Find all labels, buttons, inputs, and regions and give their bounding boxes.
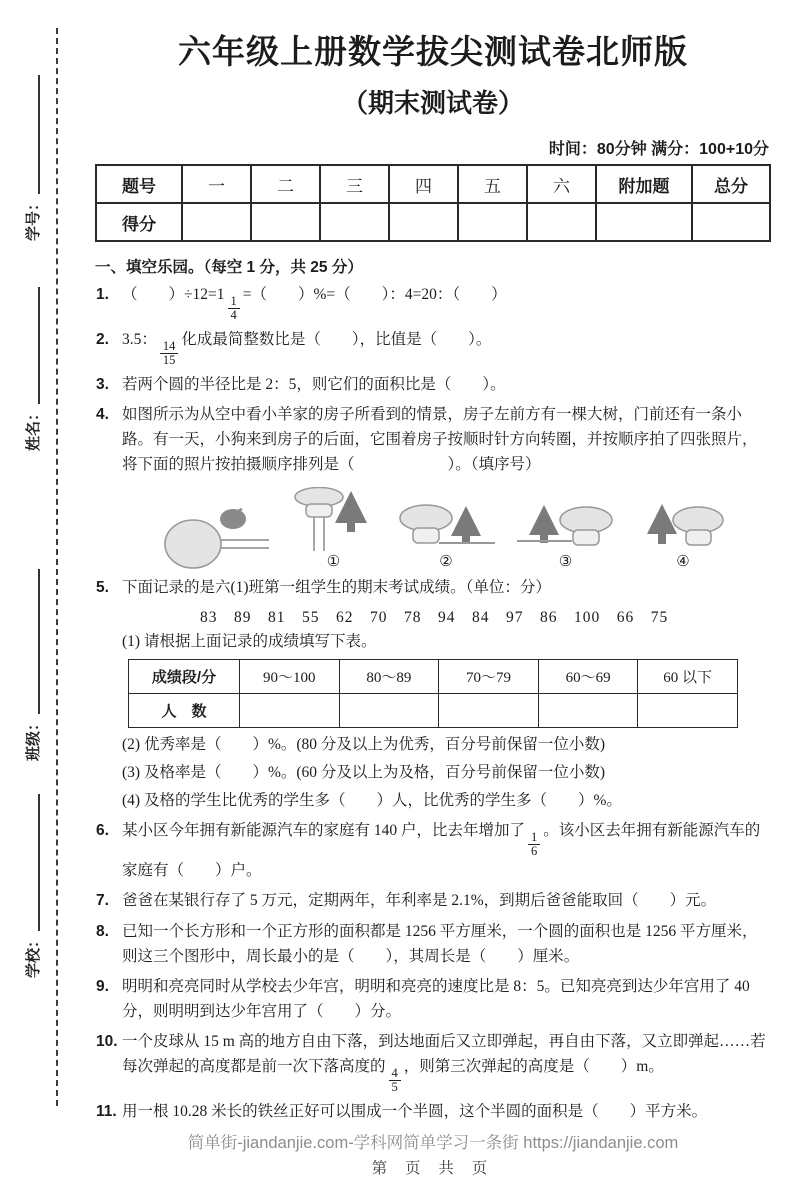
question-text: 如图所示为从空中看小羊家的房子所看到的情景，房子左前方有一棵大树，门前还有一条小路。有一天，小狗来到房子的后面，它围着房子按顺时针方向转圈，并按顺序拍了四张照片，将下面的照片按拍摄顺序排列是（ ）。（填序号）: [122, 405, 758, 474]
question-number: 5.: [96, 579, 109, 597]
stat-header-cell: 成绩段/分: [129, 660, 240, 694]
question-5-sub-2: (2) 优秀率是（ ）%。(80 分及以上为优秀，百分号前保留一位小数): [122, 736, 606, 754]
student-id-line: [38, 75, 40, 194]
question-7: [95, 888, 771, 913]
tree-icon: [529, 505, 559, 535]
student-id-label: 学号：: [25, 195, 42, 241]
house-cap-icon: [400, 505, 452, 531]
house-body-icon: [686, 530, 711, 545]
watermark-text: 简单街-jiandanjie.com-学科网简单学习一条街 https://jiandanjie.com: [187, 1134, 679, 1153]
photo-3-figure: [516, 501, 616, 570]
question-text: 已知一个长方形和一个正方形的面积都是 1256 平方厘米，一个圆的面积也是 1256 平方厘米，则这三个图形中，周长最小的是（ ），其周长是（ ）厘米。: [122, 922, 758, 965]
photo-3-icon: [516, 501, 616, 553]
photo-2-icon: [396, 501, 496, 553]
score-header-cell: 四: [389, 165, 458, 203]
score-blank-cell: [182, 203, 251, 241]
statistics-table: [128, 659, 738, 728]
question-text: 3.5：: [122, 330, 157, 348]
stat-blank-cell: [439, 694, 539, 728]
question-number: 3.: [96, 375, 109, 393]
question-text: 若两个圆的半径比是 2：5，则它们的面积比是（ ）。: [122, 375, 506, 393]
cut-line: [56, 28, 58, 1106]
question-5-sub-3: (3) 及格率是（ ）%。(60 分及以上为及格，百分号前保留一位小数): [122, 763, 606, 781]
house-body-icon: [573, 530, 599, 545]
score-blank-cell: [527, 203, 596, 241]
question-number: 9.: [96, 977, 109, 995]
stat-row-label: 人 数: [129, 694, 240, 728]
house-body-icon: [413, 528, 439, 543]
student-name-label: 姓名：: [25, 405, 42, 451]
test-paper: [95, 18, 771, 1178]
house-cap-icon: [673, 507, 723, 533]
question-number: 10.: [96, 1033, 118, 1051]
score-blank-cell: [389, 203, 458, 241]
student-name-field: [21, 287, 43, 451]
score-blank-cell: [596, 203, 692, 241]
question-9: [95, 974, 771, 1024]
stat-value-row: [129, 694, 738, 728]
fraction: $\frac{1}{6}$: [528, 831, 540, 858]
school-field: [21, 794, 43, 978]
photo-label: ④: [676, 554, 690, 571]
score-header-cell: 六: [527, 165, 596, 203]
question-text: ，则第三次弹起的高度是（ ）m。: [403, 1058, 664, 1076]
class-line: [38, 569, 40, 714]
class-field: [21, 569, 43, 761]
school-label: 学校：: [25, 932, 42, 978]
question-5-sub-1: (1) 请根据上面记录的成绩填写下表。: [122, 633, 377, 651]
question-10: [95, 1029, 771, 1094]
question-4-figures: [95, 482, 771, 570]
question-1: [95, 282, 771, 322]
question-number: 7.: [96, 892, 109, 910]
score-blank-cell: [692, 203, 770, 241]
question-text: 化成最简整数比是（ ），比值是（ ）。: [181, 330, 492, 348]
question-number: 11.: [96, 1103, 117, 1120]
question-number: 1.: [96, 286, 109, 303]
class-label: 班级：: [25, 715, 42, 761]
photo-1-icon: [291, 487, 377, 553]
aerial-view-icon: [153, 506, 271, 570]
aerial-view-figure: [153, 506, 271, 570]
page-subtitle: （期末测试卷）: [341, 88, 524, 118]
question-5-sub-4: (4) 及格的学生比优秀的学生多（ ）人，比优秀的学生多（ ）%。: [122, 791, 622, 809]
stat-blank-cell: [339, 694, 439, 728]
score-table-header-row: [96, 165, 770, 203]
question-text: =（ ）%=（ ）：4=20：（ ）: [242, 286, 507, 303]
score-header-cell: 附加题: [596, 165, 692, 203]
question-text: 爸爸在某银行存了 5 万元，定期两年，年利率是 2.1%，到期后爸爸能取回（ ）元。: [122, 892, 717, 910]
stat-header-cell: 70～79: [439, 660, 539, 694]
photo-4-figure: [635, 501, 731, 570]
page-number-footer: 第 页 共 页: [371, 1160, 495, 1178]
question-text: 某小区今年拥有新能源汽车的家庭有 140 户，比去年增加了: [122, 822, 526, 840]
tree-top-icon: [220, 509, 246, 529]
student-name-line: [38, 287, 40, 404]
page-title: 六年级上册数学拔尖测试卷北师版: [178, 33, 688, 70]
question-11: [95, 1099, 771, 1124]
score-list: 83 89 81 55 62 70 78 94 84 97 86 100 66 75: [200, 609, 669, 627]
house-roof-icon: [165, 520, 221, 568]
score-header-cell: 题号: [96, 165, 182, 203]
question-number: 2.: [96, 330, 109, 348]
house-body-icon: [306, 504, 332, 517]
score-blank-cell: [458, 203, 527, 241]
score-row-label: 得分: [96, 203, 182, 241]
stat-blank-cell: [240, 694, 340, 728]
question-text: 下面记录的是六(1)班第一组学生的期末考试成绩。（单位：分）: [122, 579, 551, 597]
question-number: 8.: [96, 922, 109, 940]
stat-header-cell: 90～100: [240, 660, 340, 694]
question-text: 明明和亮亮同时从学校去少年宫，明明和亮亮的速度比是 8：5。已知亮亮到达少年宫用了 40 分，则明明到达少年宫用了（ ）分。: [122, 977, 750, 1020]
question-number: 4.: [96, 405, 109, 423]
question-text: （ ）÷12=1: [122, 286, 225, 303]
fraction: $\frac{4}{5}$: [389, 1067, 401, 1094]
score-blank-cell: [251, 203, 320, 241]
stat-header-cell: 80～89: [339, 660, 439, 694]
question-text: 一个皮球从 15 m 高的地方自由下落，到达地面后又立即弹起，再自由下落，又立即弹起……若每次弹起的高度都是前一次下落高度的: [122, 1033, 766, 1076]
photo-4-icon: [635, 501, 731, 553]
photo-2-figure: [396, 501, 496, 570]
score-table-value-row: [96, 203, 770, 241]
stat-header-cell: 60～69: [538, 660, 638, 694]
school-line: [38, 794, 40, 931]
tree-icon: [451, 506, 481, 536]
score-header-cell: 三: [320, 165, 389, 203]
fraction: $\frac{1}{4}$: [228, 295, 240, 322]
time-score-info: 时间：80分钟 满分：100+10分: [548, 141, 769, 158]
photo-label: ②: [439, 554, 453, 571]
fraction: $\frac{14}{15}$: [160, 340, 179, 367]
stat-header-cell: 60 以下: [638, 660, 738, 694]
score-blank-cell: [320, 203, 389, 241]
question-3: [95, 372, 771, 397]
score-header-cell: 一: [182, 165, 251, 203]
stat-blank-cell: [538, 694, 638, 728]
score-header-cell: 二: [251, 165, 320, 203]
question-5: [95, 575, 771, 600]
question-number: 6.: [96, 822, 109, 840]
score-header-cell: 总分: [692, 165, 770, 203]
question-8: [95, 919, 771, 969]
question-6: [95, 818, 771, 883]
question-2: [95, 327, 771, 367]
section-1-heading: 一、填空乐园。（每空 1 分，共 25 分）: [95, 259, 363, 276]
question-4: [95, 402, 771, 477]
score-header-cell: 五: [458, 165, 527, 203]
stat-header-row: [129, 660, 738, 694]
house-cap-icon: [560, 507, 612, 533]
student-id-field: [21, 75, 43, 241]
question-text: 。该小区去年拥有新能源汽车的家庭有（ ）户。: [122, 822, 761, 880]
photo-label: ③: [558, 554, 573, 571]
score-table: [95, 164, 771, 242]
question-text: 用一根 10.28 米长的铁丝正好可以围成一个半圆，这个半圆的面积是（ ）平方米。: [122, 1103, 708, 1120]
photo-label: ①: [326, 554, 341, 571]
photo-1-figure: [291, 487, 377, 570]
stat-blank-cell: [638, 694, 738, 728]
